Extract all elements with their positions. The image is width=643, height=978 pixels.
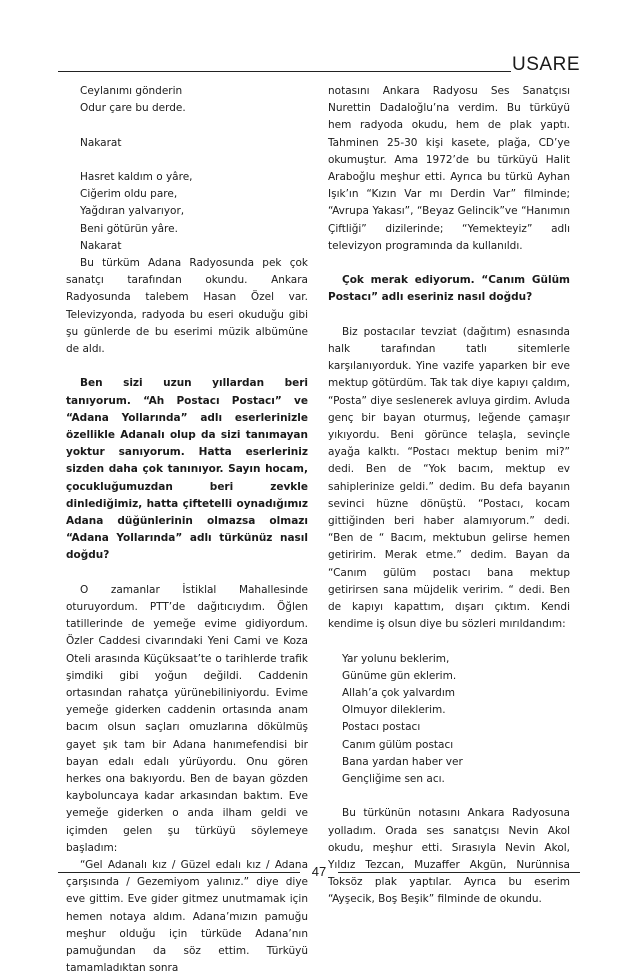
header-title: USARE (512, 54, 580, 75)
left-column (66, 83, 308, 978)
body-paragraph: Bu türküm Adana Radyosunda pek çok sanatçı tarafından okundu. Ankara Radyosunda talebem Hasan Özel var. Televizyonda, radyoda bu eseri okuduğu gibi şu günlerde de bu eserimi müzik albümüne de aldı. (66, 257, 308, 356)
body-paragraph: “Gel Adanalı kız / Güzel edalı kız / Adana çarşısında / Gezemiyom yalınız.” diye diye eve gittim. Eve gider gitmez unutmamak için hemen notaya aldım. Adana’mızın pamuğu meşhur olduğu için türküde Adana’nın pamuğundan da söz ettim. Türküyü tamamladıktan sonra (66, 859, 308, 975)
body-paragraph: notasını Ankara Radyosu Ses Sanatçısı Nurettin Dadaloğlu’na verdim. Bu türküyü hem radyoda okudu, hem de plak yaptı. Tahminen 25-30 kişi kasete, plağa, CD’ye okumuştur. Ama 1972’de bu türküyü Halit Araboğlu meşhur etti. Ayrıca bu türkü Ayhan Işık’ın “Kızın Var mı Derdin Var” filminde; “Avrupa Yakası”, “Beyaz Gelincik”ve “Hanımın Çiftliği” dizilerinde; “Yemekteyiz” adlı televizyon programında da kullanıldı. (328, 85, 570, 252)
right-column (328, 83, 570, 909)
header-rule (58, 71, 511, 72)
body-paragraph: O zamanlar İstiklal Mahallesinde oturuyordum. PTT’de dağıtıcıydım. Öğlen tatillerinde de yemeğe evime gidiyordum. Özler Caddesi civarındaki Yeni Cami ve Koza Oteli arasında Küçüksaat’te o tarihlerde trafik şimdiki gibi yoğun değildi. Caddenin ortasından rahatça yürünebiliniyordu. Evime yemeğe giderken caddenin ortasında anam bacım olsun saçları omuzlarına dökülmüş gayet şık tam bir Adana hanımefendisi bir bayan edalı edalı yürüyordu. Onu gören herkes ona bakıyordu. Ben de bayan gözden kayboluncaya kadar arkasından baktım. Eve yemeğe giderken o anda ilham geldi ve içimden gelen şu türküyü söylemeye başladım: (66, 583, 308, 854)
poem-stanza: Yar yolunu beklerim, Günüme gün eklerim. Allah’a çok yalvardım Olmuyor dileklerim. Postacı postacı Canım gülüm postacı Bana yardan haber ver Gençliğime sen acı. (342, 652, 463, 786)
body-paragraph: Bu türkünün notasını Ankara Radyosuna yolladım. Orada ses sanatçısı Nevin Akol okudu, meşhur etti. Sırasıyla Nevin Akol, Yıldız Tezcan, Muzaffer Akgün, Nurünnisa Toksöz plak yaptılar. Ayrıca bu eserim “Ayşecik, Boş Beşik” filminde de okundu. (328, 807, 570, 906)
page-number: 47 (311, 864, 327, 879)
interview-question: Ben sizi uzun yıllardan beri tanıyorum. “Ah Postacı Postacı” ve “Adana Yollarında” adlı eserlerinizle özellikle Adanalı olup da sizi tanımayan yoktur sanıyorum. Hatta eserleriniz sizden daha çok tanınıyor. Sayın hocam, çocukluğumuzdan beri zevkle dinlediğimiz, hatta çiftetelli oynadığımız Adana düğünlerinin olmazsa olmazı “Adana Yollarında” adlı türkünüz nasıl doğdu? (66, 377, 308, 562)
body-paragraph: Biz postacılar tevziat (dağıtım) esnasında halk tarafından tatlı sitemlerle karşılanıyorduk. Yine vazife yaparken bir eve mektup götürdüm. Tak tak diye kapıyı çaldım, “Posta” diye seslenerek avluya girdim. Avluda genç bir bayan oturmuş, leğende çamaşır yıkıyordu. Beni görünce telaşla, sevinçle ayağa kalktı. “Postacı mektup benim mi?” dedi. Ben de “Yok bacım, mektup ev sahiplerinize geldi.” dedim. Bu defa bayanın sevinci hüzne dönüştü. “Postacı, kocam gittiğinden beri haber alamıyorum.” dedi. “Ben de “ Bacım, mektubun gelirse hemen getiririm. Merak etme.” dedim. Bayan da “Canım gülüm postacı bana mektup getirirsen sana müjdelik veririm. “ dedi. Ben de kapıyı kapattım, dışarı çıktım. Kendi kendime iş olsun diye bu sözleri mırıldandım: (328, 325, 570, 631)
poem-stanza: Ceylanımı gönderin Odur çare bu derde. (80, 85, 186, 115)
footer-rule (338, 872, 580, 873)
refrain-label: Nakarat (80, 136, 122, 149)
interview-question: Çok merak ediyorum. “Canım Gülüm Postacı” adlı eseriniz nasıl doğdu? (328, 274, 570, 304)
footer-rule (58, 872, 300, 873)
poem-stanza: Hasret kaldım o yâre, Ciğerim oldu pare, Yağdıran yalvarıyor, Beni götürün yâre. Nakarat (80, 170, 193, 252)
